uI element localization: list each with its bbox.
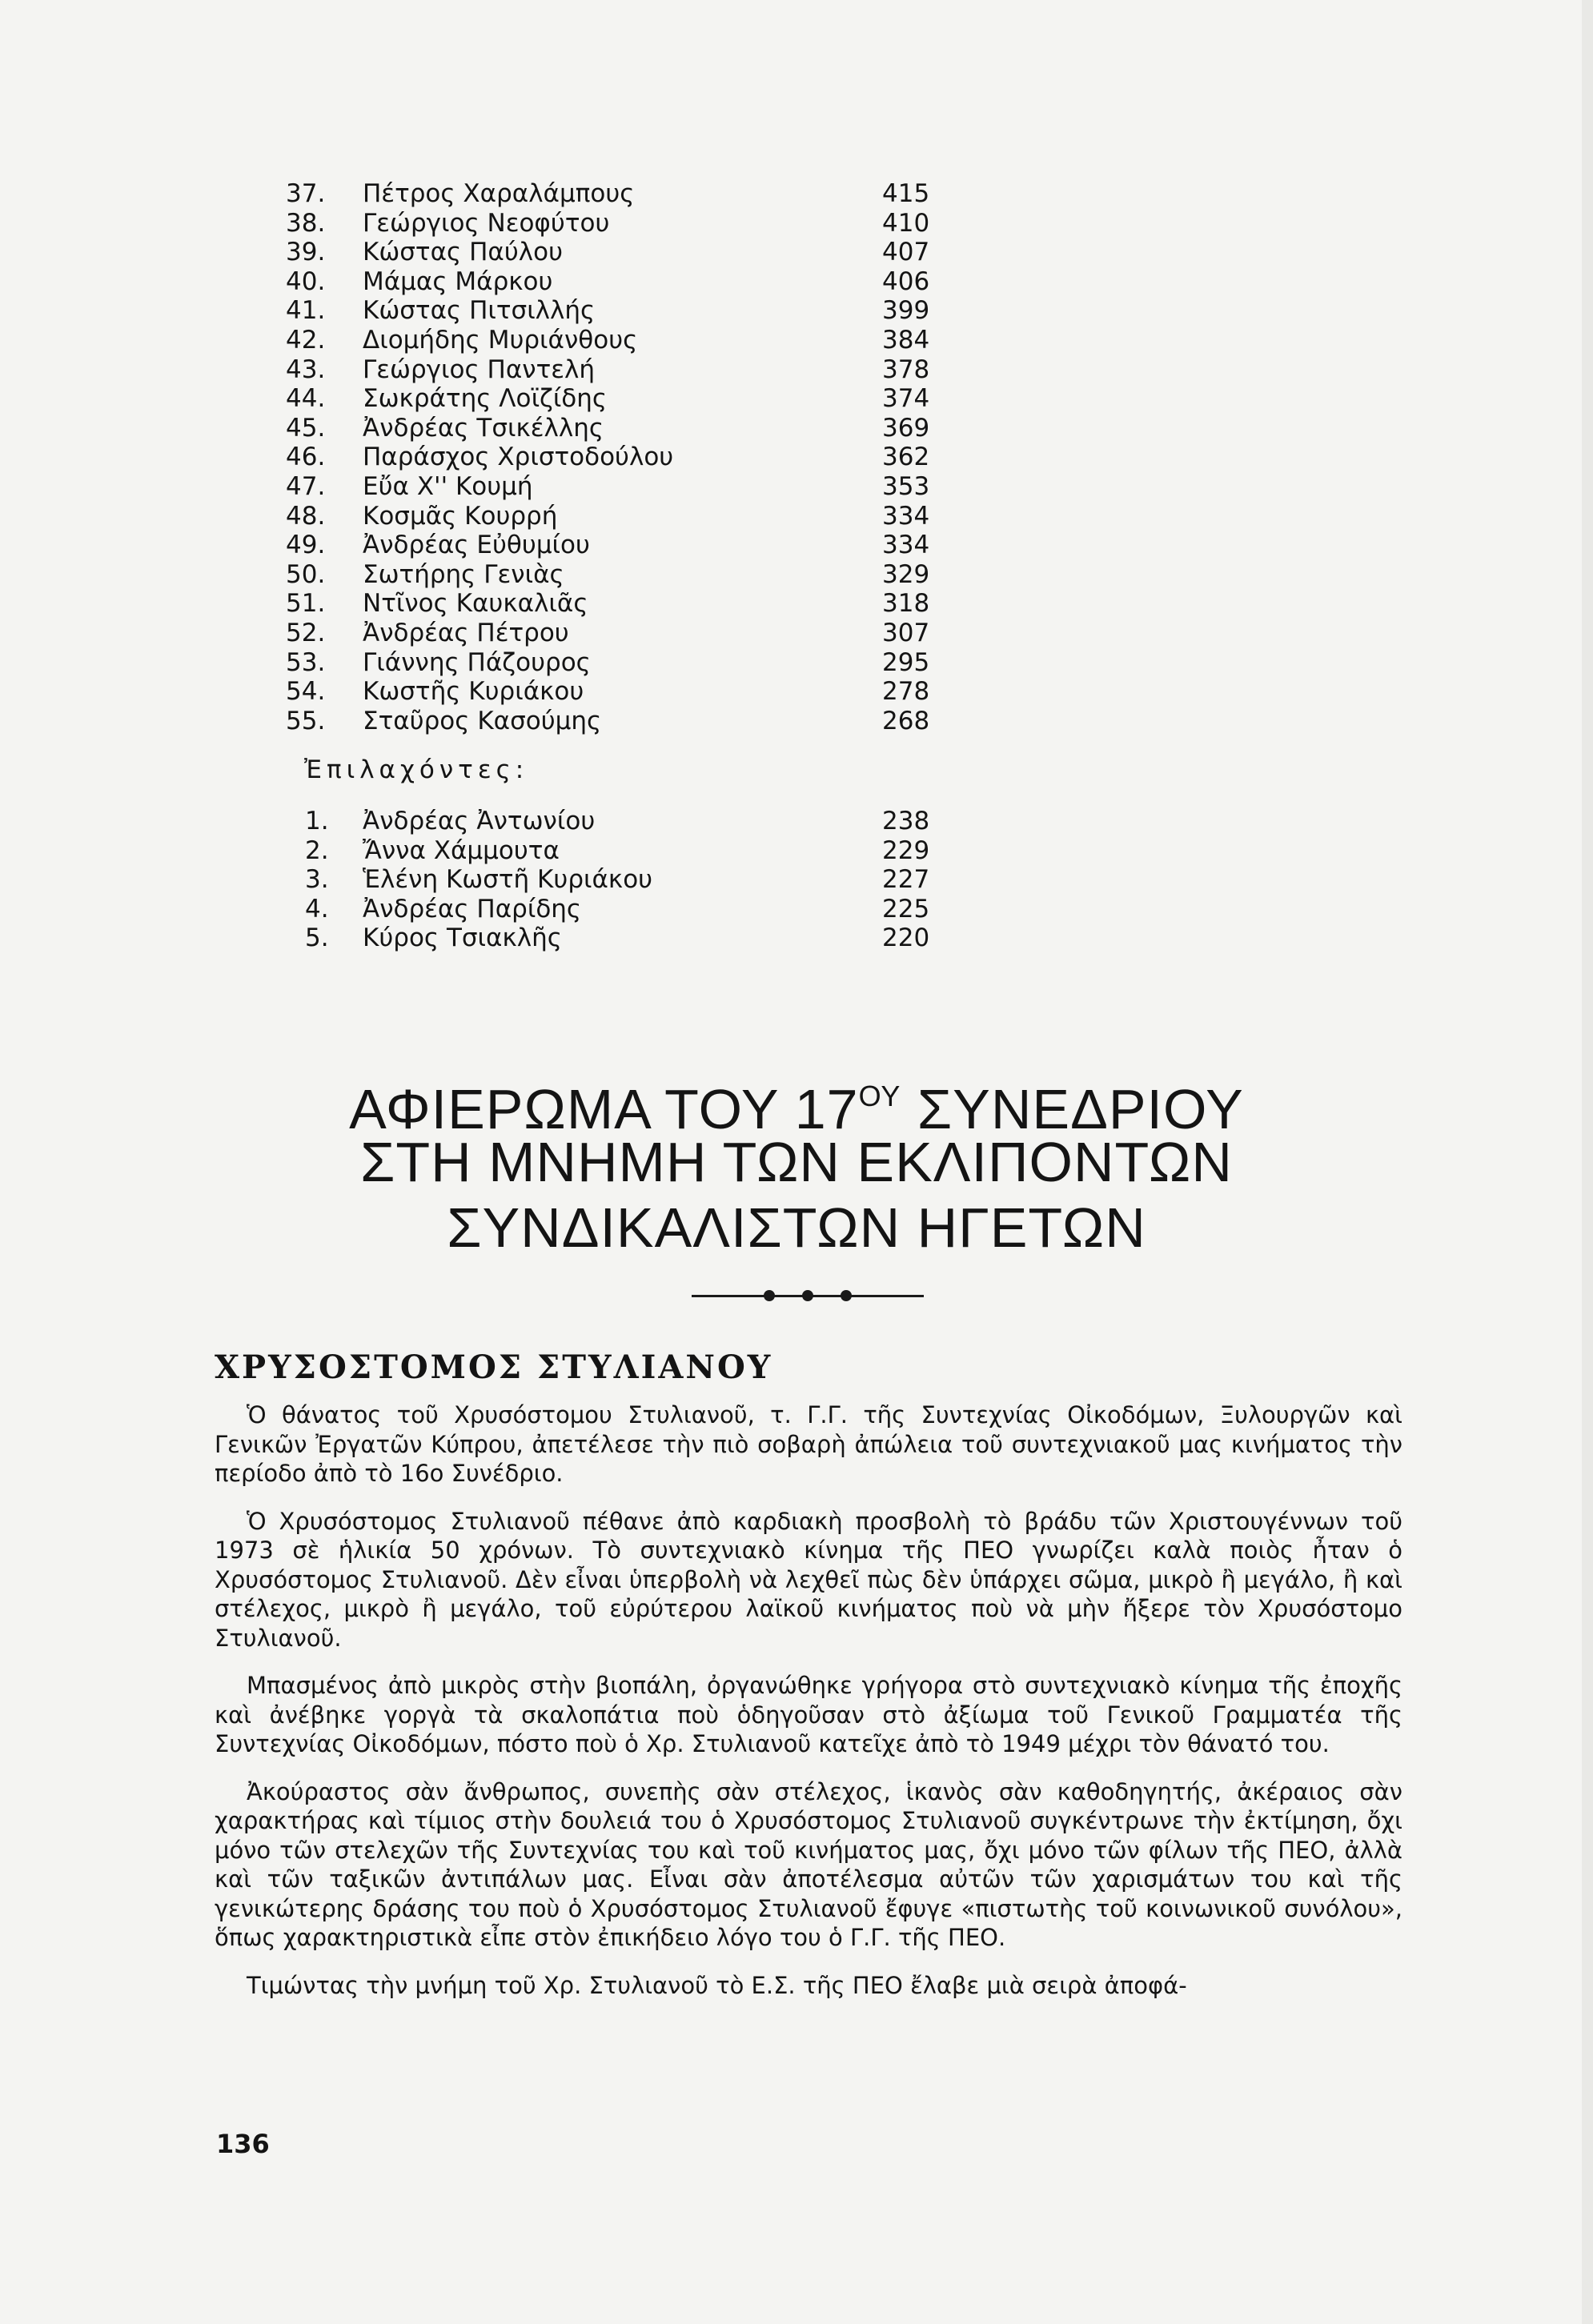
result-row <box>286 531 942 560</box>
vote-count: 406 <box>882 266 930 296</box>
row-number: 2. <box>305 835 329 865</box>
vote-count: 238 <box>882 807 930 835</box>
result-row <box>286 648 942 678</box>
section-heading: ΧΡΥΣΟΣΤΟΜΟΣ ΣΤΥΛΙΑΝΟΥ <box>215 1348 773 1386</box>
paragraph: Ὁ Χρυσόστομος Στυλιανοῦ πέθανε ἀπὸ καρδιακὴ προσβολὴ τὸ βράδυ τῶν Χριστουγέννων τοῦ 1973 σὲ ἡλικία 50 χρόνων. Τὸ συντεχνιακὸ κίνημα τῆς ΠΕΟ γνωρίζει καλὰ ποιὸς ἦταν ὁ Χρυσόστομος Στυλιανοῦ. Δὲν εἶναι ὑπερβολὴ νὰ λεχθεῖ πὼς δὲν ὑπάρχει σῶμα, μικρὸ ἢ μεγάλο, ἢ καὶ στέλεχος, μικρὸ ἢ μεγάλο, τοῦ εὐρύτερου λαϊκοῦ κινήματος ποὺ νὰ μὴν ἤξερε τὸν Χρυσόστομο Στυλιανοῦ. <box>215 1507 1402 1652</box>
vote-count: 318 <box>882 589 930 619</box>
row-number: 40. <box>286 266 326 296</box>
row-number: 52. <box>286 618 326 647</box>
candidate-name: Κώστας Παύλου <box>363 238 564 267</box>
ornament-divider <box>692 1290 924 1301</box>
row-number: 46. <box>286 443 326 472</box>
alternate-row <box>286 807 942 836</box>
paragraph: Τιμώντας τὴν μνήμη τοῦ Χρ. Στυλιανοῦ τὸ Ε.Σ. τῆς ΠΕΟ ἔλαβε μιὰ σειρὰ ἀποφά- <box>247 1971 1187 1999</box>
candidate-name: Κύρος Τσιακλῆς <box>363 924 562 953</box>
page-number: 136 <box>216 2129 270 2159</box>
row-number: 50. <box>286 559 326 589</box>
vote-count: 378 <box>882 355 930 384</box>
vote-count: 334 <box>882 501 930 531</box>
row-number: 53. <box>286 647 326 677</box>
alternate-row <box>286 895 942 924</box>
vote-count: 374 <box>882 384 930 414</box>
row-number: 54. <box>286 677 326 707</box>
alternates-heading: Ἐπιλαχόντες: <box>304 755 529 784</box>
candidate-name: Ἀνδρέας Ἀντωνίου <box>363 807 596 835</box>
candidate-name: Μάμας Μάρκου <box>363 266 553 296</box>
candidate-name: Γεώργιος Παντελή <box>363 355 595 384</box>
vote-count: 268 <box>882 706 930 735</box>
row-number: 37. <box>286 179 326 208</box>
row-number: 5. <box>305 924 329 953</box>
title-line-1: ΑΦΙΕΡΩΜΑ ΤΟΥ $17^{O\Upsilon}$ ΣΥΝΕΔΡΙΟΥ <box>349 1078 1244 1140</box>
result-row <box>286 560 942 590</box>
candidate-name: Κώστας Πιτσιλλής <box>363 296 596 326</box>
candidate-name: Γιάννης Πάζουρος <box>363 647 591 677</box>
vote-count: 229 <box>882 835 930 865</box>
vote-count: 225 <box>882 894 930 924</box>
paragraph: Μπασμένος ἀπὸ μικρὸς στὴν βιοπάλη, ὀργανώθηκε γρήγορα στὸ συντεχνιακὸ κίνημα τῆς ἐποχῆς καὶ ἀνέβηκε γοργὰ τὰ σκαλοπάτια ποὺ ὁδηγοῦσαν στὸ ἀξίωμα τοῦ Γενικοῦ Γραμματέα τῆς Συντεχνίας Οἰκοδόμων, πόστο ποὺ ὁ Χρ. Στυλιανοῦ κατεῖχε ἀπὸ τὸ 1949 μέχρι τὸν θάνατό του. <box>215 1672 1402 1757</box>
result-row <box>286 472 942 502</box>
vote-count: 334 <box>882 531 930 560</box>
candidate-name: Σταῦρος Κασούμης <box>363 706 602 735</box>
vote-count: 353 <box>882 471 930 501</box>
result-row <box>286 502 942 531</box>
row-number: 51. <box>286 589 326 619</box>
vote-count: 369 <box>882 413 930 443</box>
row-number: 1. <box>305 807 329 835</box>
candidate-name: Πέτρος Χαραλάμπους <box>363 179 635 208</box>
result-row <box>286 384 942 414</box>
article-body <box>215 1400 1402 2018</box>
result-row <box>286 414 942 443</box>
paragraph: Ὁ θάνατος τοῦ Χρυσόστομου Στυλιανοῦ, τ. Γ.Γ. τῆς Συντεχνίας Οἰκοδόμων, Ξυλουργῶν καὶ Γενικῶν Ἐργατῶν Κύπρου, ἀπετέλεσε τὴν πιὸ σοβαρὴ ἀπώλεια τοῦ συντεχνιακοῦ μας κινήματος τὴν περίοδο ἀπὸ τὸ 16ο Συνέδριο. <box>215 1401 1402 1487</box>
row-number: 47. <box>286 471 326 501</box>
candidate-name: Γεώργιος Νεοφύτου <box>363 208 610 238</box>
result-row <box>286 209 942 238</box>
vote-count: 220 <box>882 924 930 953</box>
title-line-3: ΣΥΝΔΙΚΑΛΙΣΤΩΝ ΗΓΕΤΩΝ <box>447 1196 1146 1259</box>
alternates-list <box>286 807 942 953</box>
vote-count: 329 <box>882 559 930 589</box>
row-number: 45. <box>286 413 326 443</box>
result-row <box>286 355 942 385</box>
result-row <box>286 267 942 297</box>
vote-count: 399 <box>882 296 930 326</box>
row-number: 41. <box>286 296 326 326</box>
result-row <box>286 677 942 707</box>
vote-count: 307 <box>882 618 930 647</box>
candidate-name: Ἀνδρέας Εὐθυμίου <box>363 531 590 560</box>
vote-count: 278 <box>882 677 930 707</box>
candidate-name: Ἀνδρέας Πέτρου <box>363 618 569 647</box>
vote-count: 227 <box>882 865 930 895</box>
alternate-row <box>286 924 942 953</box>
candidate-name: Ἄννα Χάμμουτα <box>363 835 560 865</box>
row-number: 39. <box>286 238 326 267</box>
candidate-name: Κοσμᾶς Κουρρή <box>363 501 558 531</box>
vote-count: 362 <box>882 443 930 472</box>
candidate-name: Παράσχος Χριστοδούλου <box>363 443 674 472</box>
title-line-2: ΣΤΗ ΜΝΗΜΗ ΤΩΝ ΕΚΛΙΠΟΝΤΩΝ <box>360 1131 1233 1193</box>
vote-count: 410 <box>882 208 930 238</box>
vote-count: 295 <box>882 647 930 677</box>
row-number: 42. <box>286 325 326 355</box>
vote-count: 415 <box>882 179 930 208</box>
result-row <box>286 179 942 209</box>
result-row <box>286 619 942 648</box>
candidate-name: Κωστῆς Κυριάκου <box>363 677 584 707</box>
row-number: 49. <box>286 531 326 560</box>
candidate-name: Ἀνδρέας Τσικέλλης <box>363 413 604 443</box>
result-row <box>286 443 942 472</box>
candidate-name: Σωκράτης Λοϊζίδης <box>363 384 608 414</box>
result-row <box>286 707 942 736</box>
row-number: 38. <box>286 208 326 238</box>
alternate-row <box>286 836 942 866</box>
row-number: 55. <box>286 706 326 735</box>
tribute-title <box>0 1064 1593 1261</box>
election-results-list <box>286 179 942 735</box>
candidate-name: Διομήδης Μυριάνθους <box>363 325 638 355</box>
candidate-name: Σωτήρης Γενιὰς <box>363 559 564 589</box>
result-row <box>286 238 942 267</box>
candidate-name: Ντῖνος Καυκαλιᾶς <box>363 589 588 619</box>
row-number: 48. <box>286 501 326 531</box>
result-row <box>286 326 942 355</box>
row-number: 4. <box>305 894 329 924</box>
candidate-name: Ἀνδρέας Παρίδης <box>363 894 582 924</box>
candidate-name: Εὔα Χ'' Κουμή <box>363 471 533 501</box>
candidate-name: Ἑλένη Κωστῆ Κυριάκου <box>363 865 653 895</box>
result-row <box>286 589 942 619</box>
row-number: 3. <box>305 865 329 895</box>
alternate-row <box>286 865 942 895</box>
row-number: 44. <box>286 384 326 414</box>
row-number: 43. <box>286 355 326 384</box>
result-row <box>286 296 942 326</box>
vote-count: 384 <box>882 325 930 355</box>
vote-count: 407 <box>882 238 930 267</box>
paragraph: Ἀκούραστος σὰν ἄνθρωπος, συνεπὴς σὰν στέλεχος, ἱκανὸς σὰν καθοδηγητής, ἀκέραιος σὰν χαρακτήρας καὶ τίμιος στὴν δουλειά του ὁ Χρυσόστομος Στυλιανοῦ συγκέντρωνε τὴν ἐκτίμηση, ὄχι μόνο τῶν στελεχῶν τῆς Συντεχνίας του καὶ τοῦ κινήματος μας, ὄχι μόνο τῶν φίλων τῆς ΠΕΟ, ἀλλὰ καὶ τῶν ταξικῶν ἀντιπάλων μας. Εἶναι σὰν ἀποτέλεσμα αὐτῶν τῶν χαρισμάτων του καὶ τῆς γενικώτερης δράσης του ποὺ ὁ Χρυσόστομος Στυλιανοῦ ἔφυγε «πιστωτὴς τοῦ κοινωνικοῦ συνόλου», ὅπως χαρακτηριστικὰ εἶπε στὸν ἐπικήδειο λόγο του ὁ Γ.Γ. τῆς ΠΕΟ. <box>215 1777 1402 1951</box>
